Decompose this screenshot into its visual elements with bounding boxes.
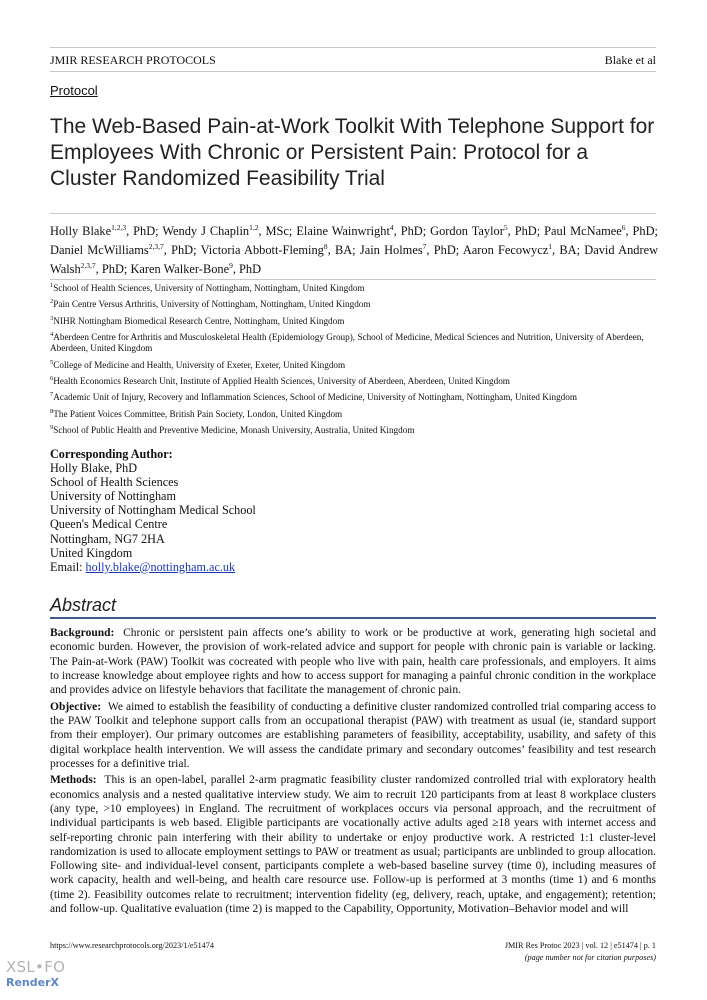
objective-label: Objective: (50, 700, 102, 713)
author-affil-ref: 1,2 (249, 223, 259, 232)
author-name: Jain Holmes (359, 243, 423, 257)
affiliation-item (50, 425, 656, 437)
author-affil-ref: 9 (229, 261, 233, 270)
title-rule (50, 213, 656, 214)
running-header (50, 53, 656, 69)
affiliation-text: Health Economics Research Unit, Institute of Applied Health Sciences, University of Aberdeen, Aberdeen, United Kingdom (53, 375, 510, 386)
author-degree: , PhD (232, 262, 262, 276)
byline-rule (50, 279, 656, 280)
abstract-objective (50, 700, 656, 771)
affiliation-item (50, 316, 656, 328)
corresponding-author-block (50, 447, 550, 574)
affiliation-number: 9 (50, 423, 54, 431)
author-degree: , PhD; (507, 224, 545, 238)
affiliation-text: The Patient Voices Committee, British Pain Society, London, United Kingdom (53, 408, 343, 419)
article-title: The Web-Based Pain-at-Work Toolkit With Telephone Support for Employees With Chronic or Persistent Pain: Protocol for a Cluster Randomized Feasibility Trial (50, 115, 655, 190)
affiliation-text: Aberdeen Centre for Arthritis and Musculoskeletal Health (Epidemiology Group), School of Medicine, Medical Sciences and Nutrition, University of Aberdeen, Aberdeen, United Kingdom (50, 331, 644, 354)
page-footer (50, 941, 656, 969)
author-degree: , PhD; (95, 262, 131, 276)
affiliation-number: 1 (50, 282, 54, 289)
corresponding-author-line: Queen's Medical Centre (50, 517, 168, 532)
journal-name: JMIR RESEARCH PROTOCOLS (50, 53, 216, 67)
affiliation-number: 6 (50, 374, 54, 382)
corresponding-author-email-row (50, 560, 550, 574)
methods-label: Methods: (50, 774, 97, 787)
affiliation-item (50, 283, 656, 295)
author-name: Holly Blake (50, 224, 112, 238)
author-name: Victoria Abbott-Fleming (200, 243, 324, 257)
author-name: David Andrew Walsh (50, 243, 659, 276)
author-degree: , PhD; (625, 224, 658, 238)
author-affil-ref: 7 (422, 242, 427, 251)
corresponding-author-line: University of Nottingham Medical School (50, 503, 256, 518)
abstract-rule (50, 617, 656, 619)
author-degree: , PhD; (126, 224, 163, 238)
author-affil-ref: 4 (389, 223, 394, 232)
author-name: Aaron Fecowycz (462, 243, 549, 257)
email-label: Email: (50, 559, 83, 574)
footer-note: (page number not for citation purposes) (524, 953, 656, 962)
background-text: Chronic or persistent pain affects one’s ability to work or be productive at work, generating high societal and economic burden. However, the provision of work-related advice and support for people with chronic pain is variable or lacking. The Pain-at-Work (PAW) Toolkit was cocreated with people who live with pain, health care professionals, and employers. It aims to increase knowledge about employee rights and how to access support for managing a painful chronic condition in the workplace and provides advice on lifestyle behaviors that facilitate the management of chronic pain. (50, 627, 656, 697)
author-name: Wendy J Chaplin (162, 224, 250, 238)
author-list (50, 222, 658, 279)
affiliation-item (50, 360, 656, 372)
author-affil-ref: 1 (548, 242, 553, 251)
author-affil-ref: 5 (503, 223, 508, 232)
corresponding-author-line: Holly Blake, PhD (50, 461, 138, 476)
affiliation-item (50, 299, 656, 311)
affiliation-number: 8 (50, 407, 54, 415)
affiliation-text: School of Health Sciences, University of Nottingham, Nottingham, United Kingdom (53, 283, 365, 293)
affiliation-item (50, 409, 656, 421)
author-affil-ref: 2,3,7 (148, 242, 164, 251)
author-degree: , MSc; (258, 224, 297, 238)
header-top-rule (50, 47, 656, 48)
author-degree: , BA; (327, 243, 360, 257)
corresponding-author-heading: Corresponding Author: (50, 447, 173, 461)
footer-url: https://www.researchprotocols.org/2023/1/e51474 (50, 941, 214, 950)
affiliation-number: 3 (50, 314, 54, 322)
corresponding-author-line: University of Nottingham (50, 489, 176, 504)
affiliation-text: College of Medicine and Health, University of Exeter, Exeter, United Kingdom (53, 359, 346, 370)
renderer-badge (6, 958, 66, 994)
author-degree: , PhD; (426, 243, 463, 257)
author-affil-ref: 1,2,3 (111, 223, 127, 232)
article-type-label: Protocol (50, 83, 98, 98)
badge-line-1: XSL•FO (6, 958, 66, 976)
corresponding-author-line: School of Health Sciences (50, 475, 179, 490)
affiliation-text: Academic Unit of Injury, Recovery and Inflammation Sciences, School of Medicine, University of Nottingham, Nottingham, United Kingdom (53, 392, 577, 403)
footer-citation: JMIR Res Protoc 2023 | vol. 12 | e51474 | p. 1 (504, 941, 656, 950)
author-name: Elaine Wainwright (296, 224, 390, 238)
affiliation-item (50, 376, 656, 388)
affiliation-number: 2 (50, 298, 54, 306)
abstract-background (50, 626, 656, 697)
abstract-methods (50, 773, 656, 916)
author-affil-ref: 6 (621, 223, 626, 232)
affiliation-list (50, 283, 656, 441)
abstract-body (50, 626, 656, 919)
corresponding-author-line: United Kingdom (50, 545, 133, 560)
author-degree: , PhD; (393, 224, 431, 238)
affiliation-item (50, 332, 656, 355)
affiliation-text: Pain Centre Versus Arthritis, University of Nottingham, Nottingham, United Kingdom (53, 299, 371, 310)
corresponding-author-line: Nottingham, NG7 2HA (50, 531, 165, 546)
methods-text: This is an open-label, parallel 2-arm pragmatic feasibility cluster randomized controlled trial with exploratory health economics analysis and a nested qualitative interview study. We aim to recruit 120 participants from at least 8 workplace clusters (any type, >10 employees) in England. The recruitment of workplaces occurs via personal approach, and the recruitment of individual participants is web based. Eligible participants are vocationally active adults aged ≥18 years with internet access and self-reporting chronic pain interfering with their ability to undertake or enjoy productive work. A restricted 1:1 cluster-level randomization is used to allocate employment settings to PAW or treatment as usual; participants are unblinded to group allocation. Following site- and individual-level consent, participants complete a web-based baseline survey (time 0), including measures of work capacity, health and well-being, and health care resource use. Follow-up is performed at 3 months (time 1) and 6 months (time 2). Feasibility outcomes relate to recruitment; intervention fidelity (eg, delivery, reach, uptake, and engagement); retention; and follow-up. Qualitative evaluation (time 2) is mapped to the Capability, Opportunity, Motivation–Behavior model and will (50, 774, 656, 916)
affiliation-text: School of Public Health and Preventive Medicine, Monash University, Australia, United Kingdom (53, 424, 415, 435)
author-name: Paul McNamee (544, 224, 622, 238)
abstract-heading: Abstract (50, 595, 117, 615)
author-name: Karen Walker-Bone (130, 262, 230, 276)
header-bottom-rule (50, 71, 656, 72)
affiliation-text: NIHR Nottingham Biomedical Research Centre, Nottingham, United Kingdom (53, 315, 345, 326)
affiliation-number: 7 (50, 391, 54, 399)
objective-text: We aimed to establish the feasibility of conducting a definitive cluster randomized controlled trial comparing access to the PAW Toolkit and telephone support calls from an occupational therapist (PAW) with treatment as usual (ie, standard support from their employer). Our primary outcomes are establishing parameters of feasibility, acceptability, usability, and safety of this digital workplace health intervention. We will assess the candidate primary and secondary outcomes’ feasibility and test research processes for a definitive trial. (50, 700, 656, 770)
author-name: Daniel McWilliams (50, 243, 149, 257)
author-degree: , PhD; (163, 243, 201, 257)
author-affil-ref: 8 (323, 242, 328, 251)
background-label: Background: (50, 627, 115, 639)
email-link[interactable]: holly.blake@nottingham.ac.uk (85, 559, 236, 574)
author-name: Gordon Taylor (430, 224, 504, 238)
author-degree: , BA; (552, 243, 585, 257)
affiliation-item (50, 392, 656, 404)
author-affil-ref: 2,3,7 (80, 261, 96, 270)
affiliation-number: 4 (50, 330, 54, 338)
badge-line-2: RenderX (6, 976, 60, 989)
running-authors: Blake et al (604, 53, 656, 67)
affiliation-number: 5 (50, 358, 54, 366)
